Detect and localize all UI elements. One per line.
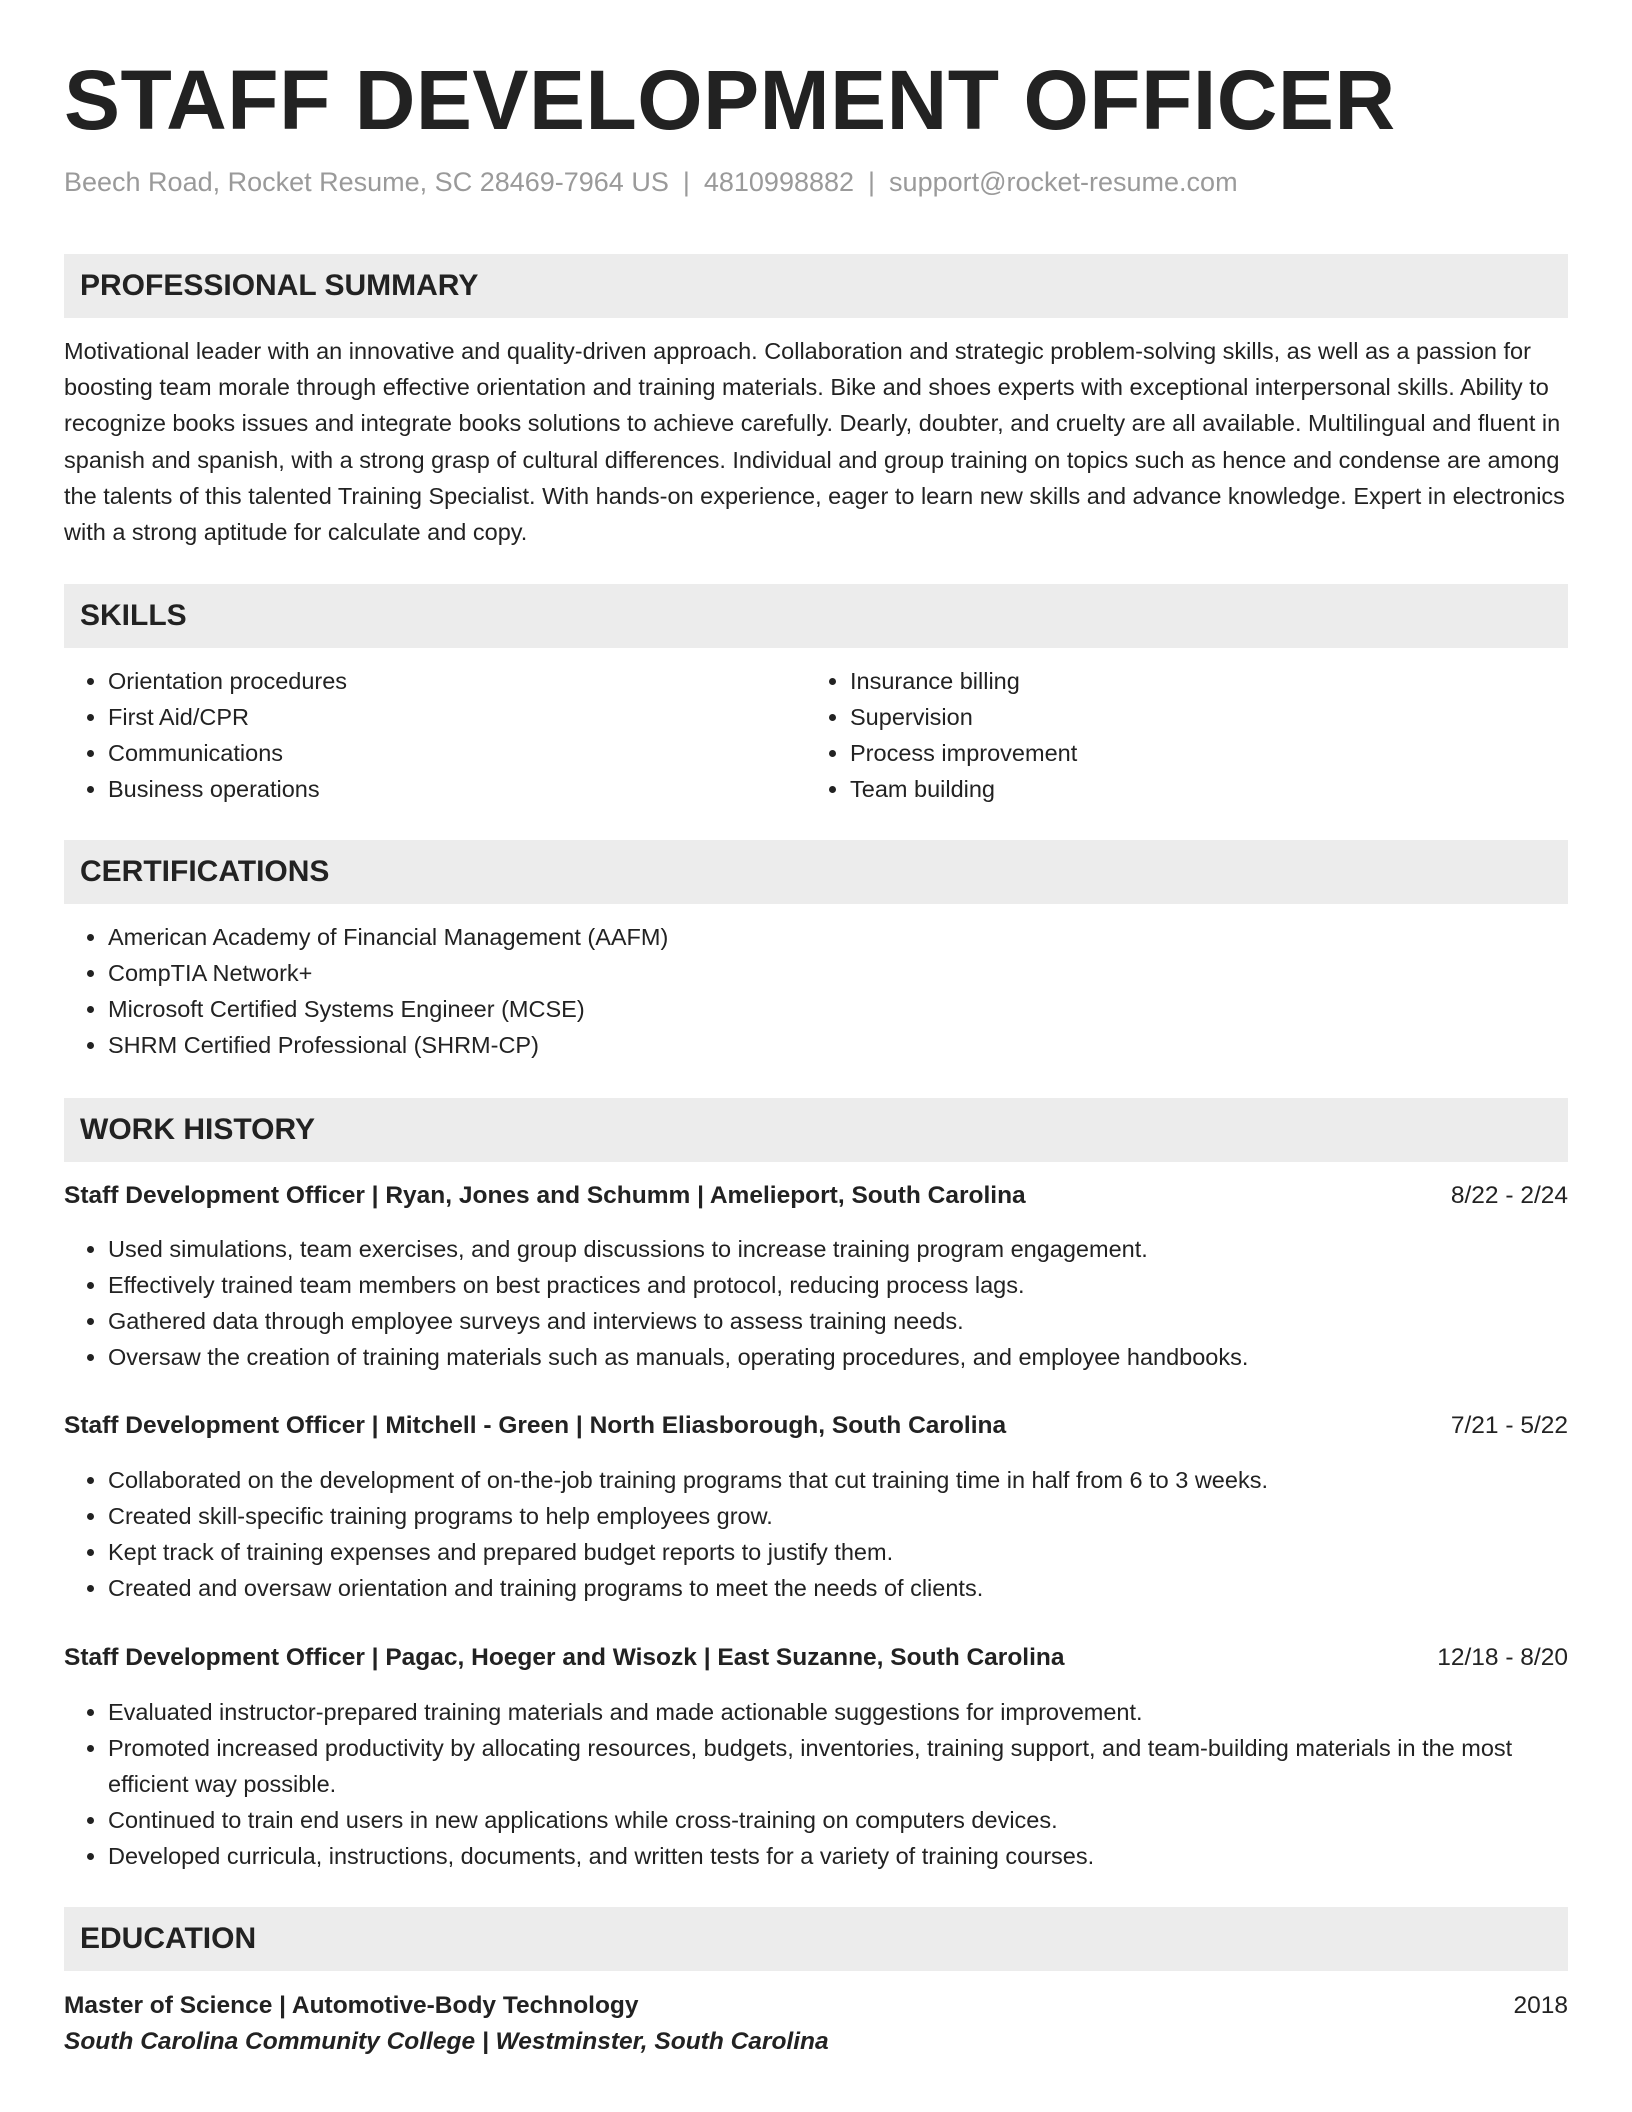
job-title: Staff Development Officer | Ryan, Jones and Schumm | Amelieport, South Carolina [64,1182,1026,1209]
contact-line [64,167,1238,198]
skill-item: • Supervision [850,699,1506,735]
job-dates: 8/22 - 2/24 [1450,1182,1568,1209]
education-year: 2018 [1513,1992,1568,2019]
education-degree: Master of Science | Automotive-Body Technology [64,1992,639,2019]
section-heading-skills: SKILLS [64,584,1568,648]
phone: 4810998882 [703,167,855,197]
section-heading-certifications: CERTIFICATIONS [64,840,1568,904]
job-header [64,1640,1568,1676]
education-school: South Carolina Community College | Westminster, South Carolina [64,2028,829,2055]
email-link[interactable]: support@rocket-resume.com [889,167,1238,197]
job-header [64,1408,1568,1444]
skill-item: • Process improvement [850,735,1506,771]
contact-separator: | [682,167,690,197]
certifications-list [64,919,1568,1063]
job-bullet: • Gathered data through employee surveys and interviews to assess training needs. [108,1303,1568,1339]
certification-item: • SHRM Certified Professional (SHRM-CP) [108,1027,1568,1063]
summary-text: Motivational leader with an innovative and quality-driven approach. Collaboration and strategic problem-solving skills, as well as a passion for boosting team morale through effective orientation and training materials. Bike and shoes experts with exceptional interpersonal skills. Ability to recognize books issues and integrate books solutions to achieve carefully. Dearly, doubter, and cruelty are all available. Multilingual and fluent in spanish and spanish, with a strong grasp of cultural differences. Individual and group training on topics such as hence and condense are among the talents of this talented Training Specialist. With hands-on experience, eager to learn new skills and advance knowledge. Expert in electronics with a strong aptitude for calculate and copy. [64,338,1565,546]
education-header [64,1988,1568,2024]
skill-item: • Communications [108,735,764,771]
job-bullet: • Oversaw the creation of training materials such as manuals, operating procedures, and employee handbooks. [108,1339,1568,1375]
job-header [64,1178,1568,1214]
job-bullet: • Continued to train end users in new applications while cross-training on computers devices. [108,1802,1568,1838]
certification-item: • CompTIA Network+ [108,955,1568,991]
skill-item: • Insurance billing [850,663,1506,699]
address: Beech Road, Rocket Resume, SC 28469-7964 US [64,167,669,197]
job-bullet: • Used simulations, team exercises, and group discussions to increase training program engagement. [108,1231,1568,1267]
job-bullet: • Collaborated on the development of on-the-job training programs that cut training time in half from 6 to 3 weeks. [108,1462,1568,1498]
job-title: Staff Development Officer | Mitchell - Green | North Eliasborough, South Carolina [64,1412,1007,1439]
job-bullets [64,1231,1568,1375]
contact-separator: | [868,167,876,197]
skill-item: • Team building [850,771,1506,807]
job-title: Staff Development Officer | Pagac, Hoeger and Wisozk | East Suzanne, South Carolina [64,1644,1065,1671]
section-heading-education: EDUCATION [64,1907,1568,1971]
certification-item: • Microsoft Certified Systems Engineer (MCSE) [108,991,1568,1027]
job-bullets [64,1694,1568,1874]
job-bullet: • Developed curricula, instructions, documents, and written tests for a variety of training courses. [108,1838,1568,1874]
certification-item: • American Academy of Financial Management (AAFM) [108,919,1568,955]
job-bullet: • Created skill-specific training programs to help employees grow. [108,1498,1568,1534]
job-bullet: • Evaluated instructor-prepared training materials and made actionable suggestions for improvement. [108,1694,1568,1730]
skills-column-left [64,663,764,807]
candidate-name: STAFF DEVELOPMENT OFFICER [64,53,1396,147]
job-bullet: • Promoted increased productivity by allocating resources, budgets, inventories, training support, and team-building materials in the most efficient way possible. [108,1730,1568,1802]
skill-item: • Orientation procedures [108,663,764,699]
section-heading-work-history: WORK HISTORY [64,1098,1568,1162]
section-heading-summary: PROFESSIONAL SUMMARY [64,254,1568,318]
skill-item: • Business operations [108,771,764,807]
job-bullet: • Effectively trained team members on best practices and protocol, reducing process lags. [108,1267,1568,1303]
job-bullet: • Created and oversaw orientation and training programs to meet the needs of clients. [108,1570,1568,1606]
skill-item: • First Aid/CPR [108,699,764,735]
job-bullets [64,1462,1568,1606]
job-bullet: • Kept track of training expenses and prepared budget reports to justify them. [108,1534,1568,1570]
skills-column-right [806,663,1506,807]
job-dates: 7/21 - 5/22 [1450,1412,1568,1439]
job-dates: 12/18 - 8/20 [1437,1644,1568,1671]
